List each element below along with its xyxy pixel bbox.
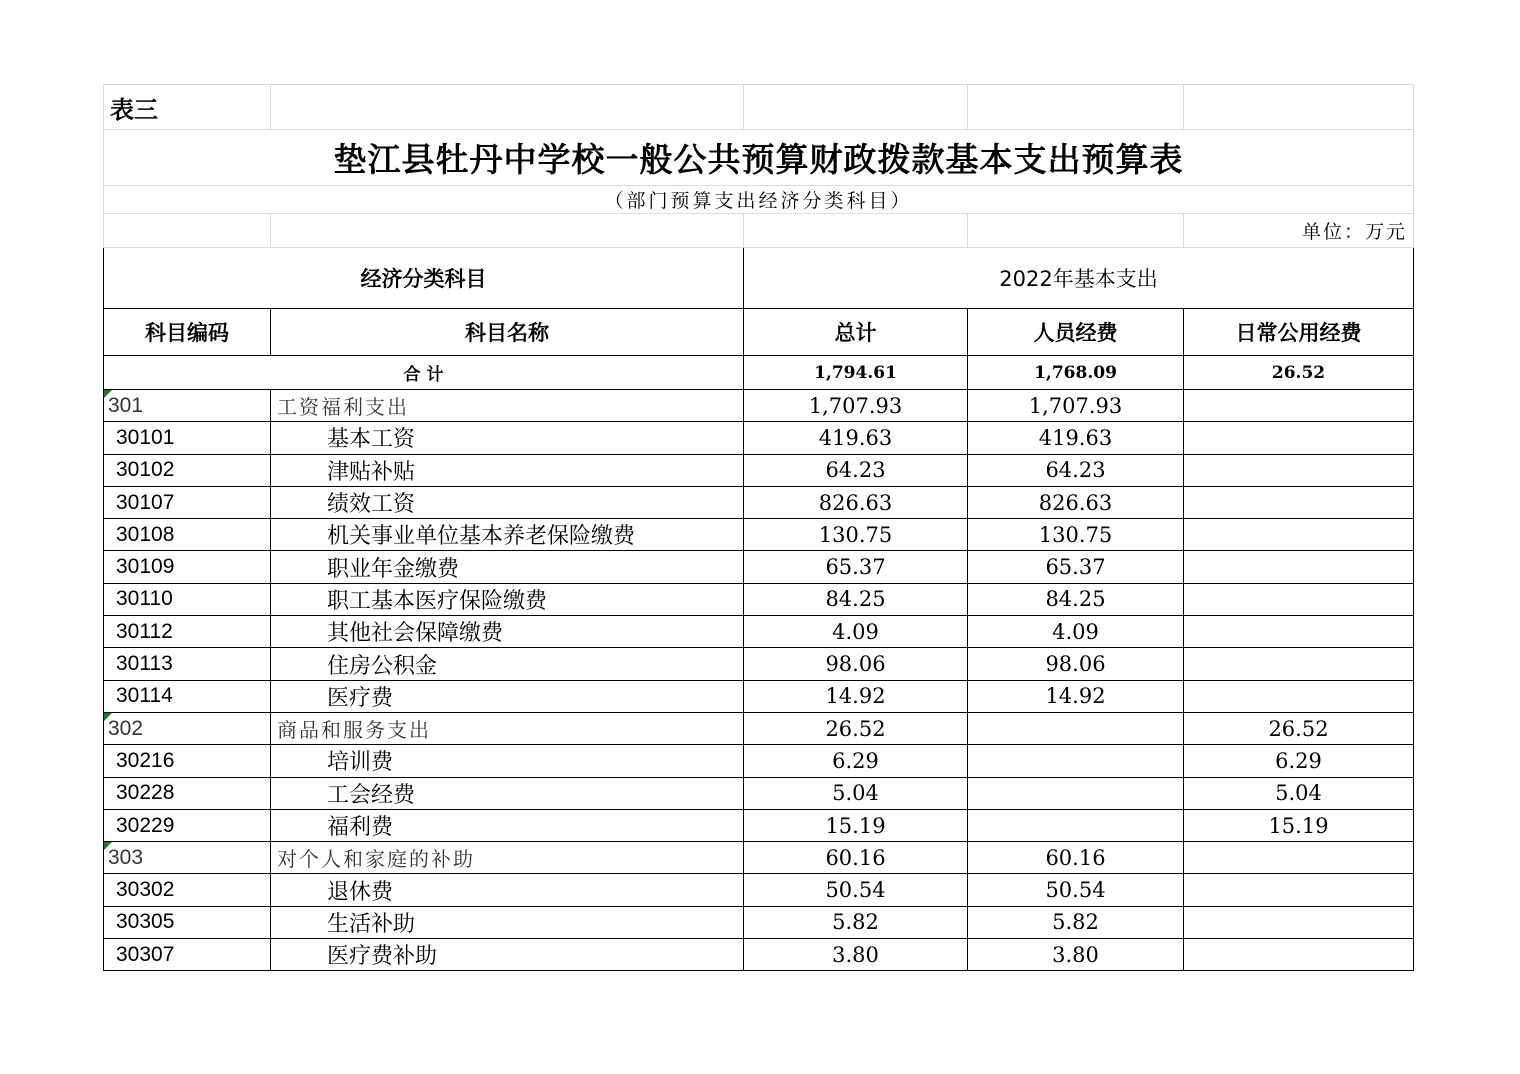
cell-name: 退休费 [271,874,744,906]
cell-personnel: 60.16 [968,842,1184,874]
cell-code: 302 [104,712,271,744]
cell-code: 30305 [104,906,271,938]
cell-name: 福利费 [271,809,744,841]
cell-code: 30110 [104,583,271,615]
cell-public: 26.52 [1184,712,1414,744]
cell-public [1184,906,1414,938]
cell-code: 30229 [104,809,271,841]
header-code: 科目编码 [104,309,271,356]
cell-public [1184,519,1414,551]
cell-total: 130.75 [744,519,968,551]
cell-public [1184,422,1414,454]
cell-personnel [968,745,1184,777]
cell-public [1184,583,1414,615]
cell-personnel: 64.23 [968,454,1184,486]
cell-name: 其他社会保障缴费 [271,616,744,648]
cell-personnel: 3.80 [968,939,1184,971]
table-row [104,616,1414,648]
table-row [104,809,1414,841]
total-value: 1,794.61 [744,356,968,390]
cell-personnel: 1,707.93 [968,390,1184,422]
header-public: 日常公用经费 [1184,309,1414,356]
cell-name: 住房公积金 [271,648,744,680]
cell-total: 5.04 [744,777,968,809]
cell-code: 303 [104,842,271,874]
header-name: 科目名称 [271,309,744,356]
category-row [104,390,1414,422]
cell-total: 5.82 [744,906,968,938]
cell-total: 15.19 [744,809,968,841]
cell-total: 6.29 [744,745,968,777]
cell-total: 98.06 [744,648,968,680]
cell-total: 14.92 [744,680,968,712]
cell-personnel [968,777,1184,809]
budget-sheet [103,84,1413,971]
cell-personnel: 419.63 [968,422,1184,454]
table-row [104,874,1414,906]
cell-name: 机关事业单位基本养老保险缴费 [271,519,744,551]
total-label: 合 计 [104,356,744,390]
cell-name: 医疗费补助 [271,939,744,971]
sheet-subtitle: （部门预算支出经济分类科目） [104,186,1414,214]
budget-table [103,84,1414,971]
cell-name: 培训费 [271,745,744,777]
table-row [104,583,1414,615]
cell-code: 30107 [104,486,271,518]
cell-public: 6.29 [1184,745,1414,777]
cell-public [1184,939,1414,971]
cell-name: 生活补助 [271,906,744,938]
cell-total: 1,707.93 [744,390,968,422]
cell-total: 3.80 [744,939,968,971]
total-personnel: 1,768.09 [968,356,1184,390]
cell-code: 30114 [104,680,271,712]
table-row [104,519,1414,551]
cell-personnel [968,712,1184,744]
table-row [104,745,1414,777]
category-row [104,842,1414,874]
table-row [104,777,1414,809]
cell-public [1184,648,1414,680]
header-econ-class: 经济分类科目 [104,248,744,309]
table-row [104,486,1414,518]
cell-code: 30102 [104,454,271,486]
cell-name: 医疗费 [271,680,744,712]
cell-code: 30108 [104,519,271,551]
cell-personnel: 4.09 [968,616,1184,648]
cell-total: 84.25 [744,583,968,615]
cell-public [1184,842,1414,874]
table-row [104,422,1414,454]
table-row [104,551,1414,583]
sheet-title: 垫江县牡丹中学校一般公共预算财政拨款基本支出预算表 [104,130,1414,186]
cell-name: 工会经费 [271,777,744,809]
cell-name: 基本工资 [271,422,744,454]
cell-personnel: 130.75 [968,519,1184,551]
table-row [104,939,1414,971]
cell-code: 30101 [104,422,271,454]
total-public: 26.52 [1184,356,1414,390]
cell-public: 5.04 [1184,777,1414,809]
category-row [104,712,1414,744]
cell-name: 职工基本医疗保险缴费 [271,583,744,615]
cell-code: 30113 [104,648,271,680]
cell-total: 65.37 [744,551,968,583]
table-row [104,648,1414,680]
table-row [104,680,1414,712]
cell-name: 职业年金缴费 [271,551,744,583]
cell-personnel: 826.63 [968,486,1184,518]
cell-name: 工资福利支出 [271,390,744,422]
cell-personnel: 5.82 [968,906,1184,938]
cell-public [1184,390,1414,422]
cell-code: 30307 [104,939,271,971]
header-personnel: 人员经费 [968,309,1184,356]
cell-personnel [968,809,1184,841]
cell-personnel: 14.92 [968,680,1184,712]
cell-code: 30228 [104,777,271,809]
cell-total: 4.09 [744,616,968,648]
table-row [104,454,1414,486]
header-year-expense: 2022年基本支出 [744,248,1414,309]
cell-public [1184,874,1414,906]
cell-total: 26.52 [744,712,968,744]
cell-total: 64.23 [744,454,968,486]
cell-total: 419.63 [744,422,968,454]
cell-total: 50.54 [744,874,968,906]
table-row [104,906,1414,938]
cell-public [1184,486,1414,518]
cell-code: 30302 [104,874,271,906]
cell-name: 对个人和家庭的补助 [271,842,744,874]
cell-name: 商品和服务支出 [271,712,744,744]
cell-public: 15.19 [1184,809,1414,841]
cell-public [1184,551,1414,583]
cell-code: 30112 [104,616,271,648]
cell-personnel: 84.25 [968,583,1184,615]
cell-personnel: 98.06 [968,648,1184,680]
cell-code: 301 [104,390,271,422]
cell-public [1184,616,1414,648]
cell-personnel: 50.54 [968,874,1184,906]
cell-public [1184,454,1414,486]
cell-personnel: 65.37 [968,551,1184,583]
cell-code: 30109 [104,551,271,583]
cell-name: 津贴补贴 [271,454,744,486]
cell-total: 60.16 [744,842,968,874]
cell-code: 30216 [104,745,271,777]
header-total: 总计 [744,309,968,356]
unit-label: 单位：万元 [1184,214,1414,248]
table-tag: 表三 [104,85,271,130]
cell-name: 绩效工资 [271,486,744,518]
cell-public [1184,680,1414,712]
cell-total: 826.63 [744,486,968,518]
